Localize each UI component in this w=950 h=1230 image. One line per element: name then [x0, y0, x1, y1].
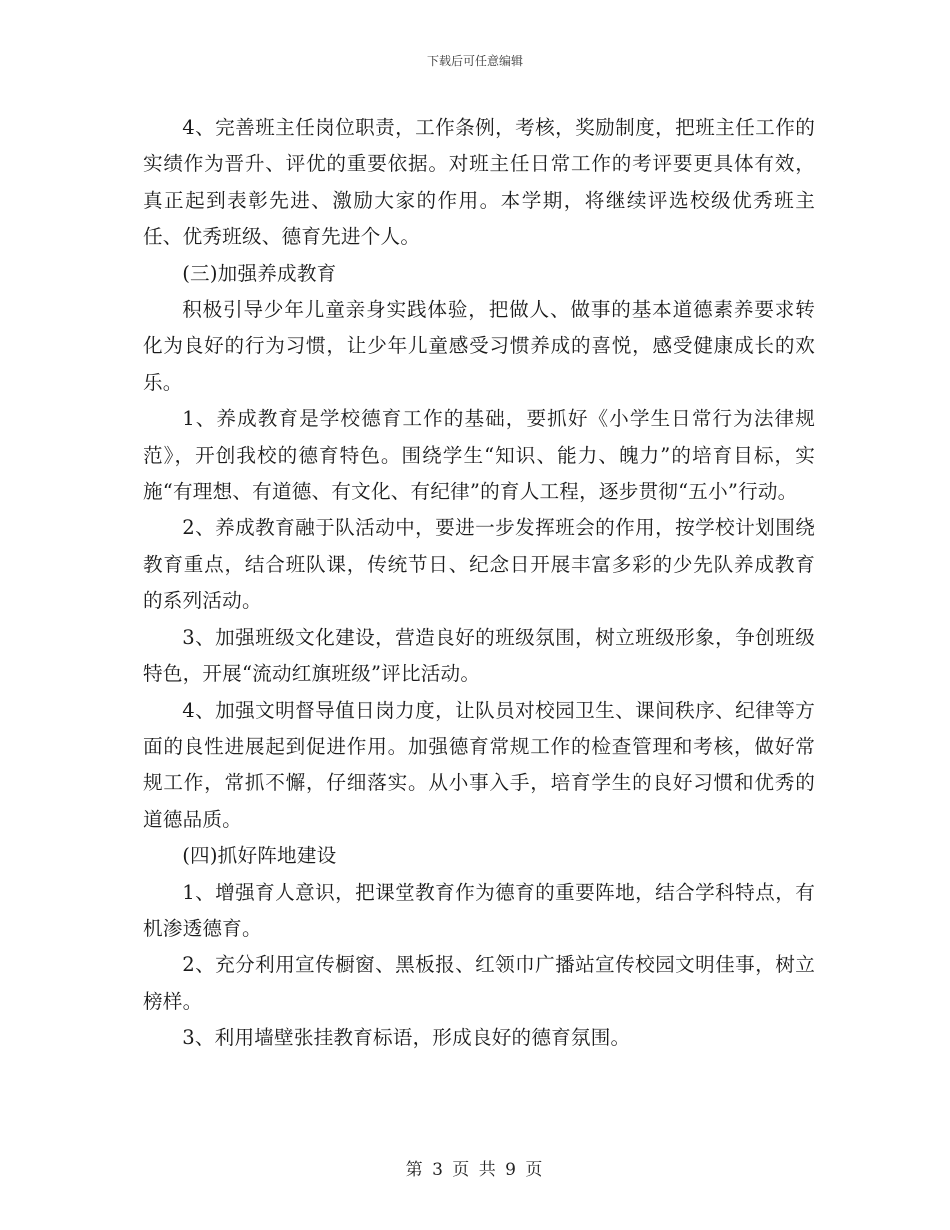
paragraph-position-1: 1、增强育人意识，把课堂教育作为德育的重要阵地，结合学科特点，有机渗透德育。	[143, 880, 815, 940]
paragraph-habit-intro: 积极引导少年儿童亲身实践体验，把做人、做事的基本道德素养要求转化为良好的行为习惯，让少年儿童感受习惯养成的喜悦，感受健康成长的欢乐。	[143, 298, 815, 394]
paragraph-4-class-teacher: 4、完善班主任岗位职责，工作条例，考核，奖励制度，把班主任工作的实绩作为晋升、评优的重要依据。对班主任日常工作的考评要更具体有效，真正起到表彰先进、激励大家的作用。本学期，将继续评选校级优秀班主任、优秀班级、德育先进个人。	[143, 116, 815, 249]
page-footer-page-number: 第 3 页 共 9 页	[405, 1160, 545, 1180]
page-header: 下载后可任意编辑	[426, 54, 523, 68]
paragraph-habit-3: 3、加强班级文化建设，营造良好的班级氛围，树立班级形象，争创班级特色，开展“流动红旗班级”评比活动。	[143, 625, 815, 686]
document-body	[143, 110, 815, 1057]
section-heading-position-building: (四)抓好阵地建设	[182, 844, 337, 868]
paragraph-position-3: 3、利用墙壁张挂教育标语，形成良好的德育氛围。	[182, 1026, 631, 1050]
paragraph-habit-2: 2、养成教育融于队活动中，要进一步发挥班会的作用，按学校计划围绕教育重点，结合班队课，传统节日、纪念日开展丰富多彩的少先队养成教育的系列活动。	[143, 516, 815, 613]
paragraph-position-2: 2、充分利用宣传橱窗、黑板报、红领巾广播站宣传校园文明佳事，树立榜样。	[143, 953, 815, 1013]
paragraph-habit-1: 1、养成教育是学校德育工作的基础，要抓好《小学生日常行为法律规范》，开创我校的德育特色。围绕学生“知识、能力、魄力”的培育目标，实施“有理想、有道德、有文化、有纪律”的育人工程，逐步贯彻“五小”行动。	[143, 407, 815, 504]
section-heading-habit-education: (三)加强养成教育	[182, 261, 337, 285]
paragraph-habit-4: 4、加强文明督导值日岗力度，让队员对校园卫生、课间秩序、纪律等方面的良性进展起到促进作用。加强德育常规工作的检查管理和考核，做好常规工作，常抓不懈，仔细落实。从小事入手，培育学生的良好习惯和优秀的道德品质。	[143, 698, 815, 831]
